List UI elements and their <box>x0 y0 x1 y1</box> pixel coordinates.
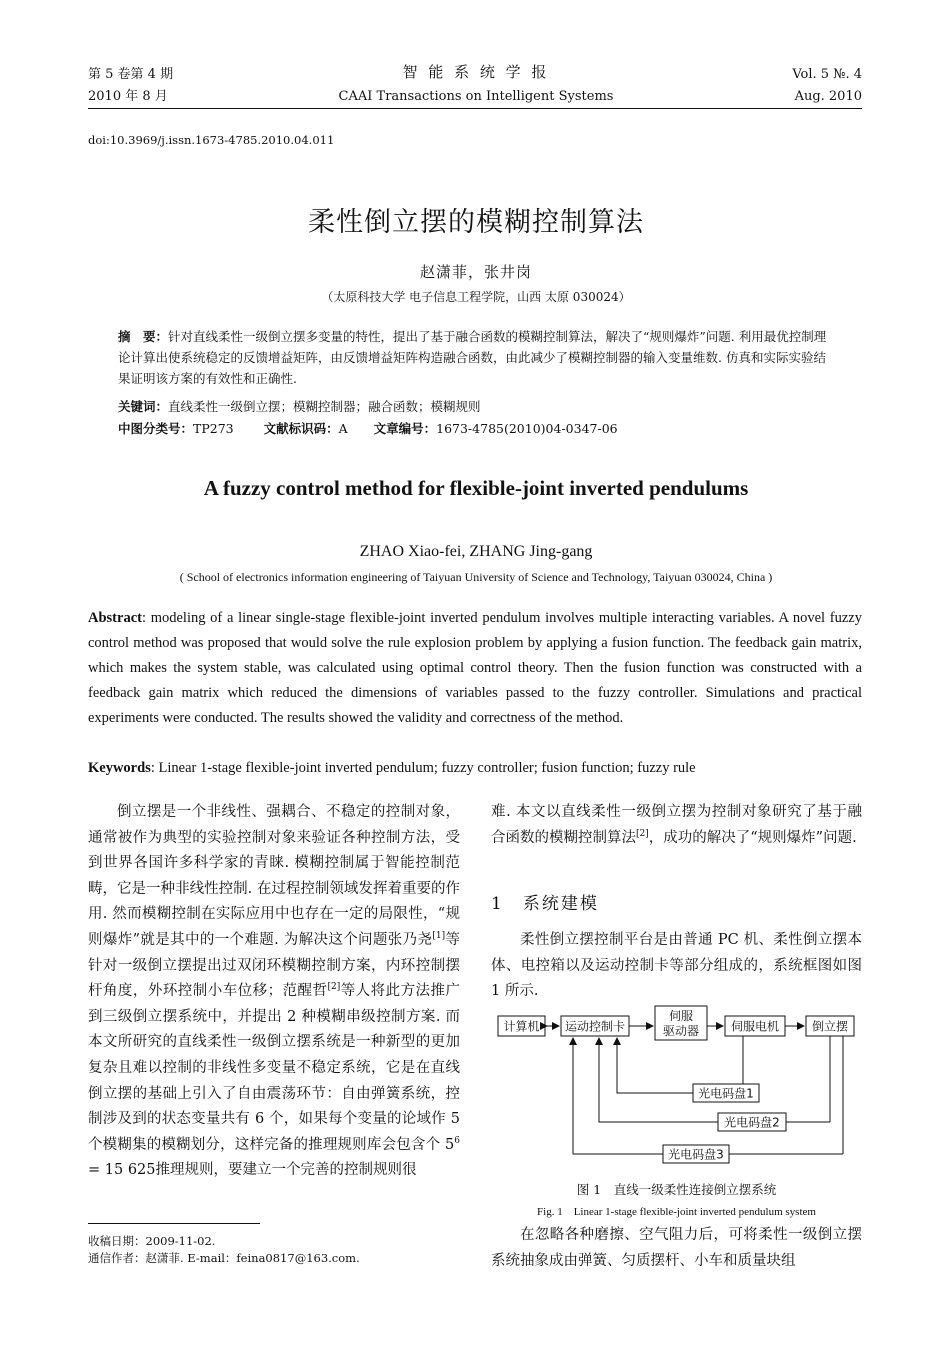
label-computer: 计算机 <box>503 1019 540 1034</box>
label-servo-motor: 伺服电机 <box>730 1019 780 1034</box>
section-heading-1: 1 系统建模 <box>491 894 599 914</box>
figure-1-block-diagram <box>491 1002 863 1172</box>
corresponding-author: 通信作者：赵潇菲. E-mail：feina0817@163.com. <box>88 1251 360 1265</box>
clc-value: TP273 <box>193 421 234 436</box>
affiliation-en: ( School of electronics information engineering of Taiyuan University of Science and Technology, Taiyuan 030024, China ) <box>179 570 773 584</box>
body-text: 等针对一级倒立摆提出过双闭环模糊控制方案，内环控制摆杆角度，外环控制小车位移；范醒哲 <box>88 931 460 1000</box>
date-zh: 2010 年 8 月 <box>88 89 168 104</box>
abstract-en <box>88 606 862 731</box>
label-servo-driver-2: 驱动器 <box>662 1024 700 1038</box>
keywords-zh-text: 直线柔性一级倒立摆；模糊控制器；融合函数；模糊规则 <box>168 399 481 414</box>
authors-en: ZHAO Xiao-fei, ZHANG Jing-gang <box>359 543 593 560</box>
article-number-value: 1673-4785(2010)04-0347-06 <box>436 421 618 436</box>
body-text: 等人将此方法推广到三级倒立摆系统中，并提出 2 种模糊串级控制方案. 而本文所研究的直线柔性一级倒立摆系统是一种新型的更加复杂且难以控制的非线性多变量不稳定系统，它是在直线倒立摆的基础上引入了自由震荡环节：自由弹簧系统，控制涉及到的状态变量共有 6 个，如果每个变量的论域作 5 个模糊集的模糊划分，这样完备的推理规则库会包含个 5 <box>88 983 460 1153</box>
received-date: 收稿日期：2009-11-02. <box>88 1234 216 1248</box>
label-encoder2: 光电码盘2 <box>724 1115 780 1130</box>
body-right-paragraph-2: 柔性倒立摆控制平台是由普通 PC 机、柔性倒立摆本体、电控箱以及运动控制卡等部分组成的，系统框图如图 1 所示. <box>491 932 862 1000</box>
authors-zh: 赵潇菲，张井岗 <box>419 263 532 281</box>
doc-code-label: 文献标识码： <box>263 421 339 436</box>
clc-label: 中图分类号： <box>118 421 194 436</box>
citation-1: [1] <box>432 931 446 942</box>
body-text: ，成功的解决了“规则爆炸”问题. <box>648 829 857 846</box>
doc-code-value: A <box>338 421 348 436</box>
body-right-paragraph-1 <box>491 800 862 851</box>
paper-title-zh: 柔性倒立摆的模糊控制算法 <box>308 207 644 238</box>
doi: doi:10.3969/j.issn.1673-4785.2010.04.011 <box>88 133 335 147</box>
keywords-en <box>88 760 862 777</box>
label-pendulum: 倒立摆 <box>811 1019 849 1034</box>
paper-title-en: A fuzzy control method for flexible-joint inverted pendulums <box>203 476 749 500</box>
body-text: 难. 本文以直线柔性一级倒立摆为控制对象研究了基于融合函数的模糊控制算法 <box>491 804 862 846</box>
body-right-paragraph-3: 在忽略各种磨擦、空气阻力后，可将柔性一级倒立摆系统抽象成由弹簧、匀质摆杆、小车和质量块组 <box>491 1227 862 1269</box>
abstract-zh-label: 摘 要： <box>118 329 169 344</box>
citation-2: [2] <box>327 982 341 993</box>
journal-title-zh: 智 能 系 统 学 报 <box>402 63 550 81</box>
body-text: = 15 625推理规则，要建立一个完善的控制规则很 <box>88 1162 417 1179</box>
date-en: Aug. 2010 <box>794 89 862 104</box>
figure-1-caption-zh: 图 1 直线一级柔性连接倒立摆系统 <box>576 1182 777 1197</box>
abstract-en-text: : modeling of a linear single-stage flexible-joint inverted pendulum involves multiple interacting variables. A novel fuzzy control method was proposed that would solve the rule explosion problem by applying a fusion function. The feedback gain matrix, which makes the system stable, was calculated using optimal control theory. Then the fusion function was constructed with a feedback gain matrix which reduced the dimensions of variables passed to the fuzzy controller. Simulations and practical experiments were conducted. The results showed the validity and correctness of the method. <box>88 610 862 726</box>
keywords-en-text: : Linear 1-stage flexible-joint inverted pendulum; fuzzy controller; fusion function; fuzzy rule <box>150 760 696 776</box>
label-encoder1: 光电码盘1 <box>698 1086 754 1101</box>
journal-title-en: CAAI Transactions on Intelligent Systems <box>338 89 614 104</box>
body-text: 倒立摆是一个非线性、强耦合、不稳定的控制对象，通常被作为典型的实验控制对象来验证各种控制方法，受到世界各国许多科学家的青睐. 模糊控制属于智能控制范畴，它是一种非线性控制. 在过程控制领域发挥着重要的作用. 然而模糊控制在实际应用中也存在一定的局限性，“规则爆炸”就是其中的一个难题. 为解决这个问题张乃尧 <box>88 804 460 948</box>
label-motion-card: 运动控制卡 <box>564 1019 626 1034</box>
label-servo-driver-1: 伺服 <box>668 1009 694 1023</box>
affiliation-zh: （太原科技大学 电子信息工程学院，山西 太原 030024） <box>321 290 631 304</box>
volume-issue-en: Vol. 5 №. 4 <box>792 67 862 82</box>
label-encoder3: 光电码盘3 <box>668 1147 724 1162</box>
citation-2-again: [2] <box>636 828 649 839</box>
abstract-zh-text: 针对直线柔性一级倒立摆多变量的特性，提出了基于融合函数的模糊控制算法，解决了“规则爆炸”问题. 利用最优控制理论计算出使系统稳定的反馈增益矩阵，由反馈增益矩阵构造融合函数，由此减少了模糊控制器的输入变量维数. 仿真和实际实验结果证明该方案的有效性和正确性. <box>118 329 827 386</box>
body-left-paragraph <box>88 800 460 1184</box>
figure-1-caption-en: Fig. 1 Linear 1-stage flexible-joint inverted pendulum system <box>537 1206 816 1218</box>
classification <box>118 418 832 439</box>
keywords-zh <box>118 396 832 417</box>
abstract-zh <box>118 326 832 389</box>
article-number-label: 文章编号： <box>373 421 437 436</box>
exponent: 6 <box>454 1135 460 1146</box>
volume-issue-zh: 第 5 卷第 4 期 <box>88 67 174 82</box>
keywords-en-label: Keywords <box>88 760 151 776</box>
keywords-zh-label: 关键词： <box>118 399 169 414</box>
footnote-rule <box>88 1223 260 1224</box>
header-rule <box>88 108 862 109</box>
abstract-en-label: Abstract <box>88 610 142 626</box>
